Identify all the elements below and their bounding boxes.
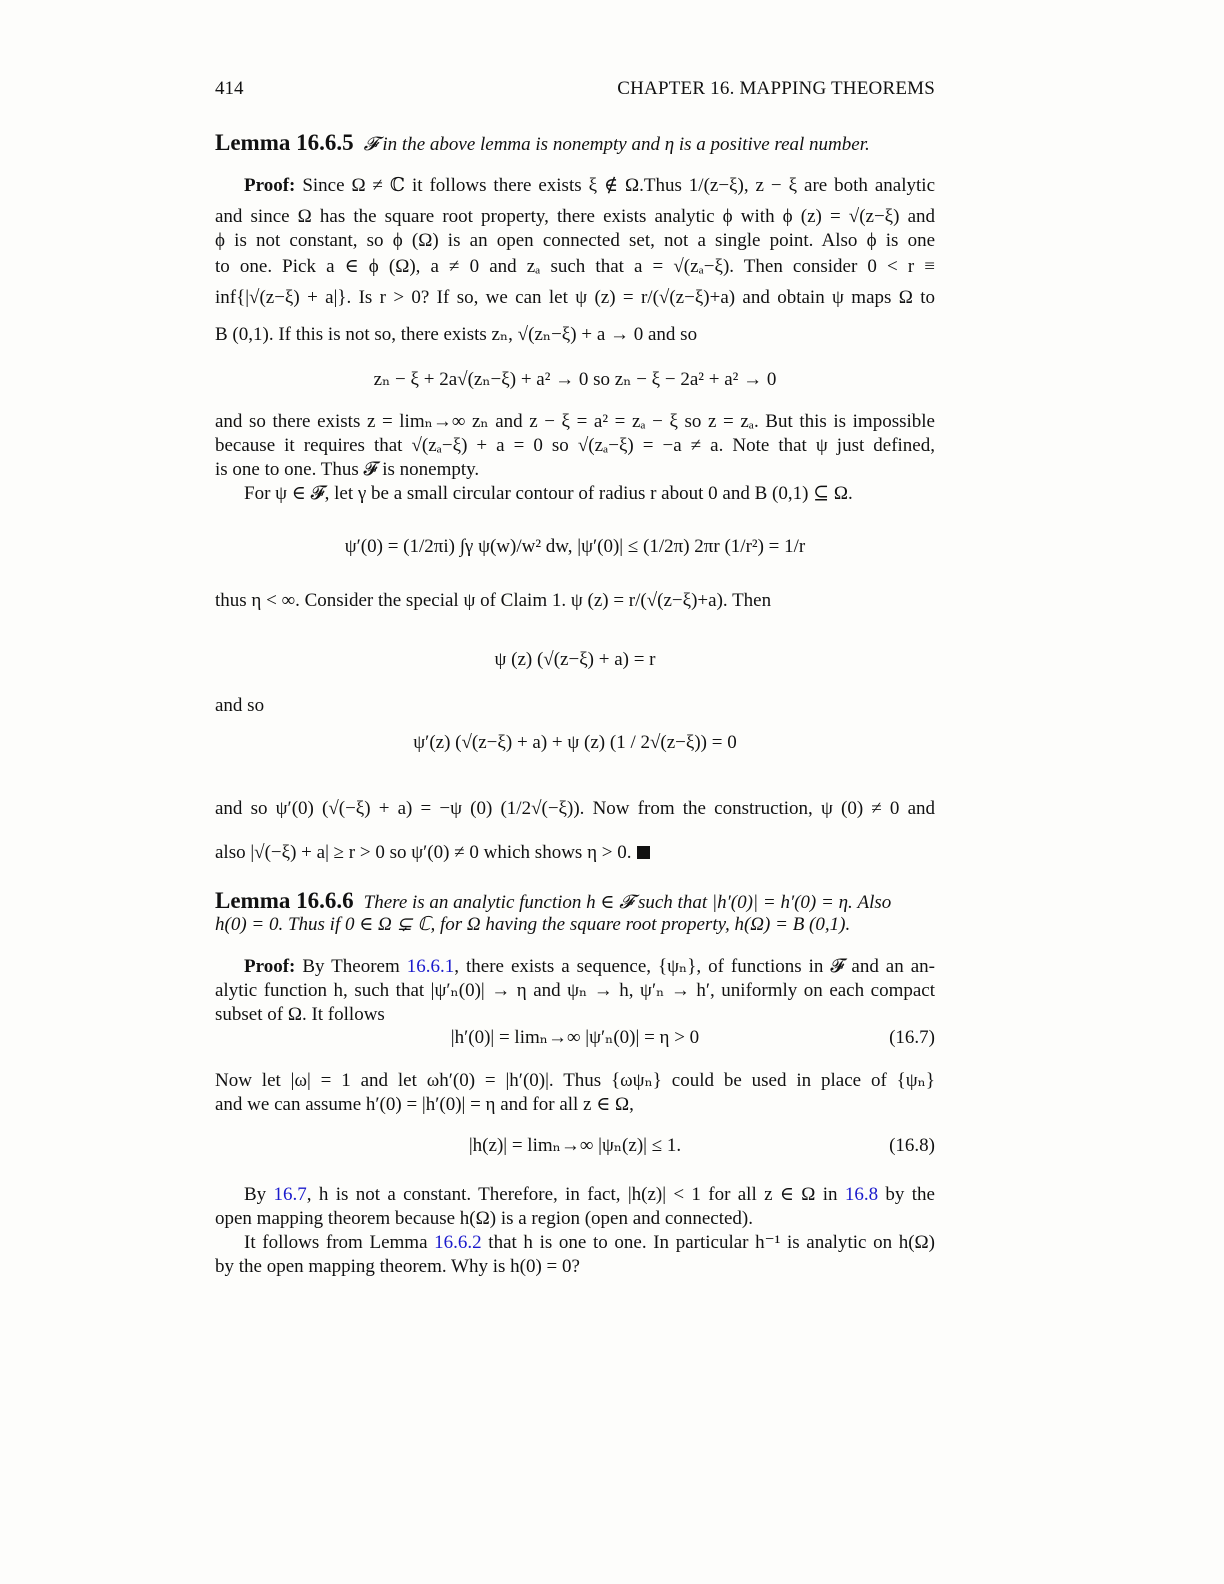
equation-link[interactable]: 16.8 bbox=[844, 1184, 879, 1205]
proof-line: and we can assume h′(0) = |h′(0)| = η and for all z ∈ Ω, bbox=[215, 1094, 634, 1115]
lemma-link[interactable]: 16.6.2 bbox=[434, 1232, 482, 1253]
chapter-title: CHAPTER 16. MAPPING THEOREMS bbox=[617, 78, 935, 99]
proof-line: to one. Pick a ∈ ϕ (Ω), a ≠ 0 and zₐ such that a = √(zₐ−ξ). Then consider 0 < r ≡ bbox=[215, 256, 935, 277]
proof-line: Proof: Since Ω ≠ ℂ it follows there exists ξ ∉ Ω.Thus 1/(z−ξ), z − ξ are both analytic bbox=[244, 175, 936, 196]
equation: ψ (z) (√(z−ξ) + a) = r bbox=[494, 649, 656, 670]
proof-line: Proof: By Theorem 16.6.1, there exists a sequence, {ψₙ}, of functions in 𝓕 and an an- bbox=[244, 956, 935, 977]
proof-line: It follows from Lemma 16.6.2 that h is one to one. In particular h⁻¹ is analytic on h(Ω) bbox=[244, 1232, 936, 1253]
lemma-16-6-6 bbox=[215, 889, 935, 915]
proof-line: and since Ω has the square root property, there exists analytic ϕ with ϕ (z) = √(z−ξ) and bbox=[215, 206, 935, 227]
proof-line: and so there exists z = limₙ→∞ zₙ and z − ξ = a² = zₐ − ξ so z = zₐ. But this is impossible bbox=[215, 411, 935, 432]
lemma-16-6-5 bbox=[215, 131, 935, 157]
proof-line: open mapping theorem because h(Ω) is a region (open and connected). bbox=[215, 1208, 754, 1229]
proof-line: ϕ is not constant, so ϕ (Ω) is an open connected set, not a single point. Also ϕ is one bbox=[215, 230, 935, 251]
proof-line: B (0,1). If this is not so, there exists zₙ, √(zₙ−ξ) + a → 0 and so bbox=[215, 324, 698, 345]
lemma-label: Lemma 16.6.6 bbox=[215, 888, 354, 913]
page-number: 414 bbox=[215, 78, 244, 99]
equation-number: (16.7) bbox=[889, 1027, 935, 1048]
proof-line: also |√(−ξ) + a| ≥ r > 0 so ψ′(0) ≠ 0 which shows η > 0. bbox=[215, 841, 935, 865]
proof-line: subset of Ω. It follows bbox=[215, 1004, 385, 1025]
qed-square-icon bbox=[637, 846, 650, 859]
equation: |h′(0)| = limₙ→∞ |ψ′ₙ(0)| = η > 0 (16.7) bbox=[450, 1027, 935, 1048]
proof-line: thus η < ∞. Consider the special ψ of Claim 1. ψ (z) = r/(√(z−ξ)+a). Then bbox=[215, 590, 772, 611]
proof-line: alytic function h, such that |ψ′ₙ(0)| → η and ψₙ → h, ψ′ₙ → h′, uniformly on each compact bbox=[215, 980, 935, 1001]
document-page bbox=[215, 0, 935, 1584]
equation-number: (16.8) bbox=[889, 1135, 935, 1156]
theorem-link[interactable]: 16.6.1 bbox=[406, 956, 455, 977]
proof-line: and so bbox=[215, 695, 265, 716]
proof-line: because it requires that √(zₐ−ξ) + a = 0 so √(zₐ−ξ) = −a ≠ a. Note that ψ just defined, bbox=[215, 435, 935, 456]
proof-line: For ψ ∈ 𝓕, let γ be a small circular contour of radius r about 0 and B (0,1) ⊆ Ω. bbox=[244, 483, 853, 504]
proof-line: is one to one. Thus 𝓕 is nonempty. bbox=[215, 459, 480, 480]
proof-line: and so ψ′(0) (√(−ξ) + a) = −ψ (0) (1/2√(−ξ)). Now from the construction, ψ (0) ≠ 0 and bbox=[215, 798, 935, 819]
equation: zₙ − ξ + 2a√(zₙ−ξ) + a² → 0 so zₙ − ξ − 2a² + a² → 0 bbox=[373, 369, 777, 390]
proof-line: inf{|√(z−ξ) + a|}. Is r > 0? If so, we can let ψ (z) = r/(√(z−ξ)+a) and obtain ψ maps Ω to bbox=[215, 287, 935, 308]
equation: |h(z)| = limₙ→∞ |ψₙ(z)| ≤ 1. (16.8) bbox=[468, 1135, 935, 1156]
proof-line: Now let |ω| = 1 and let ωh′(0) = |h′(0)|. Thus {ωψₙ} could be used in place of {ψₙ} bbox=[215, 1070, 935, 1091]
equation: ψ′(z) (√(z−ξ) + a) + ψ (z) (1 / 2√(z−ξ)) = 0 bbox=[413, 732, 737, 753]
proof-line: by the open mapping theorem. Why is h(0) = 0? bbox=[215, 1256, 580, 1277]
lemma-statement: 𝓕 in the above lemma is nonempty and η is a positive real number. bbox=[363, 134, 870, 155]
equation: ψ′(0) = (1/2πi) ∫γ ψ(w)/w² dw, |ψ′(0)| ≤ (1/2π) 2πr (1/r²) = 1/r bbox=[344, 536, 806, 557]
lemma-label: Lemma 16.6.5 bbox=[215, 130, 354, 155]
proof-line: By 16.7, h is not a constant. Therefore, in fact, |h(z)| < 1 for all z ∈ Ω in 16.8 by the bbox=[244, 1184, 935, 1205]
lemma-statement: h(0) = 0. Thus if 0 ∈ Ω ⊊ ℂ, for Ω having the square root property, h(Ω) = B (0,1). bbox=[215, 914, 851, 935]
equation-link[interactable]: 16.7 bbox=[273, 1184, 307, 1205]
lemma-statement: There is an analytic function h ∈ 𝓕 such that |h′(0)| = h′(0) = η. Also bbox=[363, 892, 892, 913]
